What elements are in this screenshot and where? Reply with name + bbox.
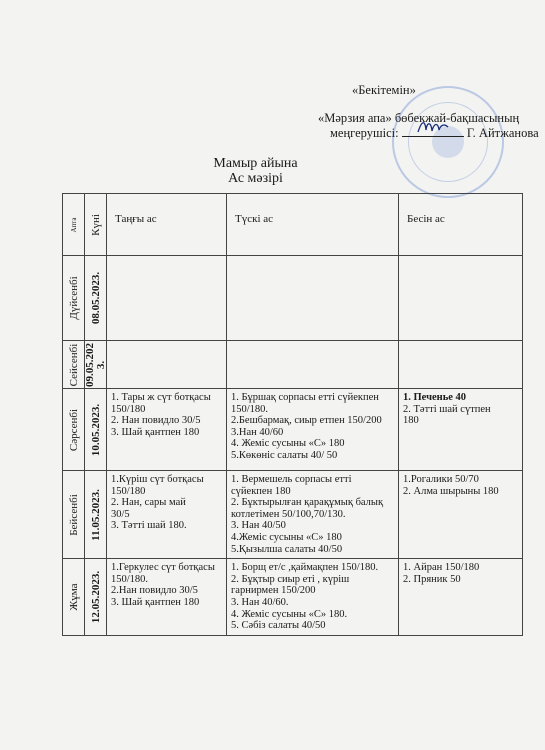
menu-line: 2. Тәтті шай сүтпен (403, 403, 491, 415)
signature-icon (416, 118, 450, 136)
menu-line: 150/180. (231, 403, 269, 415)
menu-line: 30/5 (111, 508, 130, 520)
menu-line: 1. Тары ж сүт ботқасы (111, 392, 211, 403)
day-cell: Дүйсенбі (63, 256, 85, 341)
menu-line: 1.Күріш сүт ботқасы (111, 474, 204, 485)
menu-line: 1. Вермешель сорпасы етті (231, 474, 352, 485)
menu-line: 3.Нан 40/60 (231, 426, 284, 438)
menu-line: сүйекпен 180 (231, 485, 291, 497)
table-row (63, 256, 523, 341)
head-name: Г. Айтжанова (466, 126, 539, 140)
day-cell: Сәрсенбі (63, 389, 85, 471)
table-row (63, 389, 523, 471)
table-row (63, 341, 523, 389)
menu-line: 3. Тәтті шай 180. (111, 520, 187, 532)
date-cell: 08.05.2023. (85, 256, 107, 341)
menu-line: 5. Сәбіз салаты 40/50 (231, 620, 326, 632)
menu-line: 150/180. (111, 573, 149, 585)
breakfast-cell (107, 341, 227, 389)
menu-line: 1. Борщ ет/с ,қаймақпен 150/180. (231, 562, 379, 574)
snack-cell (399, 341, 523, 389)
col-header-day: Апта (63, 194, 85, 256)
lunch-cell (227, 389, 399, 471)
lunch-cell (227, 341, 399, 389)
breakfast-cell (107, 471, 227, 559)
head-label: меңгерушісі: (330, 126, 399, 140)
menu-line: 2.Нан повидло 30/5 (111, 585, 198, 597)
menu-line: 2. Бұқтыр сиыр еті , күріш (231, 573, 350, 585)
menu-line: 150/180 (111, 403, 146, 415)
header-row (63, 194, 523, 256)
menu-line: 1.Рогалики 50/70 (403, 474, 479, 485)
signature-line (402, 126, 464, 137)
day-cell: Сейсенбі (63, 341, 85, 389)
col-header-date: Күні (85, 194, 107, 256)
menu-line: 180 (403, 415, 419, 427)
snack-cell (399, 559, 523, 636)
menu-line: 2. Нан, сары май (111, 497, 186, 509)
menu-table (62, 193, 523, 636)
menu-line: 5.Көкөніс салаты 40/ 50 (231, 449, 338, 461)
snack-cell (399, 389, 523, 471)
menu-line: гарнирмен 150/200 (231, 585, 316, 597)
menu-line: 4. Жеміс сусыны «С» 180 (231, 438, 345, 450)
menu-line: 5.Қызылша салаты 40/50 (231, 543, 343, 555)
date-cell: 09.05.202 3. (83, 342, 107, 387)
menu-line: 3. Шай қантпен 180 (111, 426, 200, 438)
menu-line: 1.Геркулес сүт ботқасы (111, 562, 215, 574)
menu-line: 1. Печенье 40 (403, 392, 467, 403)
menu-line: 2. Алма шырыны 180 (403, 485, 499, 497)
menu-title: Ас мәзірі (228, 171, 283, 186)
day-cell: Бейсенбі (63, 471, 85, 559)
menu-line: 2. Пряник 50 (403, 573, 461, 585)
col-header-snack: Бесін ас (399, 194, 523, 256)
menu-line: 2.Бешбармақ, сиыр етпен 150/200 (231, 415, 382, 427)
col-header-lunch: Түскі ас (227, 194, 399, 256)
menu-line: 4.Жеміс сусыны «С» 180 (231, 531, 342, 543)
approve-label: «Бекітемін» (352, 83, 416, 97)
menu-line: 150/180 (111, 485, 146, 497)
kindergarten-name: «Мәрзия апа» бөбекжай-бақшасының (318, 111, 520, 125)
breakfast-cell (107, 559, 227, 636)
snack-cell (399, 471, 523, 559)
menu-line: 3. Шай қантпен 180 (111, 596, 200, 608)
table-row (63, 559, 523, 636)
menu-line: 2. Нан повидло 30/5 (111, 415, 201, 427)
table-row (63, 471, 523, 559)
kindergarten-head-block (318, 111, 539, 141)
menu-line: котлетімен 50/100,70/130. (231, 508, 346, 520)
breakfast-cell (107, 389, 227, 471)
date-cell: 11.05.2023. (85, 471, 107, 559)
lunch-cell (227, 471, 399, 559)
menu-line: 1. Бұршақ сорпасы етті сүйекпен (231, 392, 379, 403)
date-cell: 12.05.2023. (85, 559, 107, 636)
day-cell: Жұма (63, 559, 85, 636)
date-cell: 10.05.2023. (85, 389, 107, 471)
snack-cell (399, 256, 523, 341)
menu-line: 2. Бұктырылған қарақұмық балық (231, 497, 384, 509)
menu-line: 1. Айран 150/180 (403, 562, 480, 574)
menu-title-month: Мамыр айына (213, 156, 298, 171)
lunch-cell (227, 559, 399, 636)
col-header-breakfast: Таңғы ас (107, 194, 227, 256)
breakfast-cell (107, 256, 227, 341)
menu-line: 4. Жеміс сусыны «С» 180. (231, 608, 348, 620)
menu-line: 3. Нан 40/50 (231, 520, 286, 532)
menu-line: 3. Нан 40/60. (231, 596, 289, 608)
lunch-cell (227, 256, 399, 341)
